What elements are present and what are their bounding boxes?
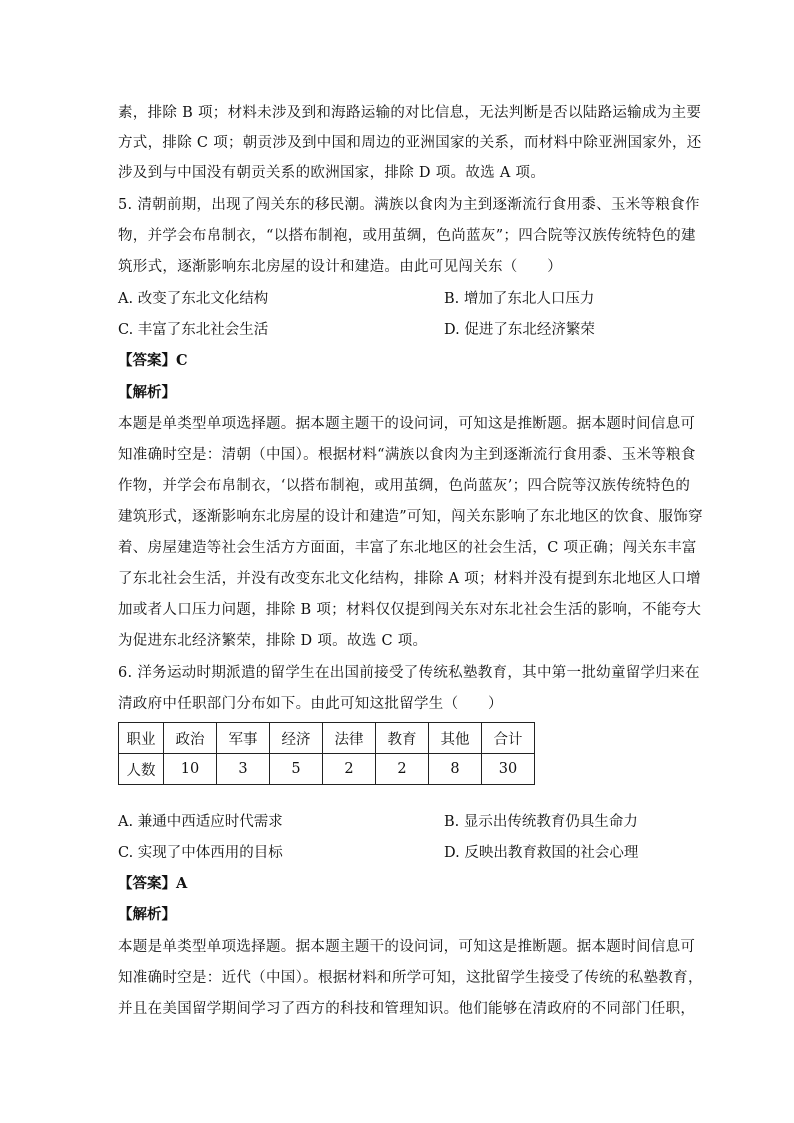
q6-analysis-line: 本题是单类型单项选择题。据本题主题干的设问词，可知这是推断题。据本题时间信息可 — [118, 939, 696, 955]
table-cell: 政治 — [164, 723, 217, 754]
table-cell: 法律 — [323, 723, 376, 754]
table-cell: 10 — [164, 754, 217, 785]
table-cell: 2 — [376, 754, 429, 785]
q5-analysis-line: 建筑形式，逐渐影响东北房屋的设计和建造”可知，闯关东影响了东北地区的饮食、服饰穿 — [118, 509, 703, 525]
q5-analysis-line: 作物，并学会布帛制衣，‘以搭布制袍，或用茧绸，色尚蓝灰’；四合院等汉族传统特色的 — [118, 478, 691, 494]
q6-option-c: C. 实现了中体西用的目标 — [118, 845, 283, 861]
table-cell: 合计 — [482, 723, 535, 754]
table-cell: 5 — [270, 754, 323, 785]
table-cell: 职业 — [119, 723, 164, 754]
q6-option-d: D. 反映出教育救国的社会心理 — [444, 845, 639, 861]
q5-option-b: B. 增加了东北人口压力 — [444, 291, 595, 307]
question-6-stem: 清政府中任职部门分布如下。由此可知这批留学生（ ） — [118, 696, 503, 712]
q5-analysis-label: 【解析】 — [118, 384, 176, 401]
q5-analysis-line: 了东北社会生活，并没有改变东北文化结构，排除 A 项；材料并没有提到东北地区人口增 — [118, 571, 701, 587]
q5-analysis-line: 知准确时空是：清朝（中国）。根据材料“满族以食肉为主到逐渐流行食用黍、玉米等粮食 — [118, 447, 696, 463]
q6-option-b: B. 显示出传统教育仍具生命力 — [444, 814, 638, 830]
paragraph-line: 涉及到与中国没有朝贡关系的欧洲国家，排除 D 项。故选 A 项。 — [118, 165, 546, 181]
table-cell: 8 — [429, 754, 482, 785]
paragraph-line: 素，排除 B 项；材料未涉及到和海路运输的对比信息，无法判断是否以陆路运输成为主要 — [118, 105, 702, 121]
table-cell: 其他 — [429, 723, 482, 754]
q6-analysis-line: 知准确时空是：近代（中国）。根据材料和所学可知，这批留学生接受了传统的私塾教育， — [118, 970, 703, 986]
table-cell: 经济 — [270, 723, 323, 754]
q5-option-d: D. 促进了东北经济繁荣 — [444, 322, 595, 338]
placement-table — [118, 722, 535, 785]
q6-answer: 【答案】A — [118, 875, 188, 892]
q5-option-c: C. 丰富了东北社会生活 — [118, 322, 269, 338]
q5-analysis-line: 本题是单类型单项选择题。据本题主题干的设问词，可知这是推断题。据本题时间信息可 — [118, 416, 696, 432]
question-5-stem: 5. 清朝前期，出现了闯关东的移民潮。满族以食肉为主到逐渐流行食用黍、玉米等粮食作 — [118, 197, 700, 213]
question-6-stem: 6. 洋务运动时期派遣的留学生在出国前接受了传统私塾教育，其中第一批幼童留学归来在 — [118, 665, 700, 681]
table-cell: 人数 — [119, 754, 164, 785]
q5-analysis-line: 为促进东北经济繁荣，排除 D 项。故选 C 项。 — [118, 633, 428, 649]
paragraph-line: 方式，排除 C 项；朝贡涉及到中国和周边的亚洲国家的关系，而材料中除亚洲国家外，还 — [118, 135, 702, 151]
table-header-row — [119, 723, 535, 754]
q5-analysis-line: 加或者人口压力问题，排除 B 项；材料仅仅提到闯关东对东北社会生活的影响，不能夸大 — [118, 602, 702, 618]
table-cell: 教育 — [376, 723, 429, 754]
table-row — [119, 754, 535, 785]
question-5-stem: 物，并学会布帛制衣，“以搭布制袍，或用茧绸，色尚蓝灰”；四合院等汉族传统特色的建 — [118, 228, 696, 244]
q6-option-a: A. 兼通中西适应时代需求 — [118, 814, 283, 830]
question-5-stem: 筑形式，逐渐影响东北房屋的设计和建造。由此可见闯关东（ ） — [118, 259, 562, 275]
table-cell: 30 — [482, 754, 535, 785]
q6-analysis-label: 【解析】 — [118, 906, 176, 923]
table-cell: 军事 — [217, 723, 270, 754]
q5-option-a: A. 改变了东北文化结构 — [118, 291, 269, 307]
table-cell: 2 — [323, 754, 376, 785]
q5-answer: 【答案】C — [118, 352, 188, 369]
q6-analysis-line: 并且在美国留学期间学习了西方的科技和管理知识。他们能够在清政府的不同部门任职， — [118, 1001, 696, 1017]
table-cell: 3 — [217, 754, 270, 785]
q5-analysis-line: 着、房屋建造等社会生活方方面面，丰富了东北地区的社会生活，C 项正确；闯关东丰富 — [118, 540, 697, 556]
